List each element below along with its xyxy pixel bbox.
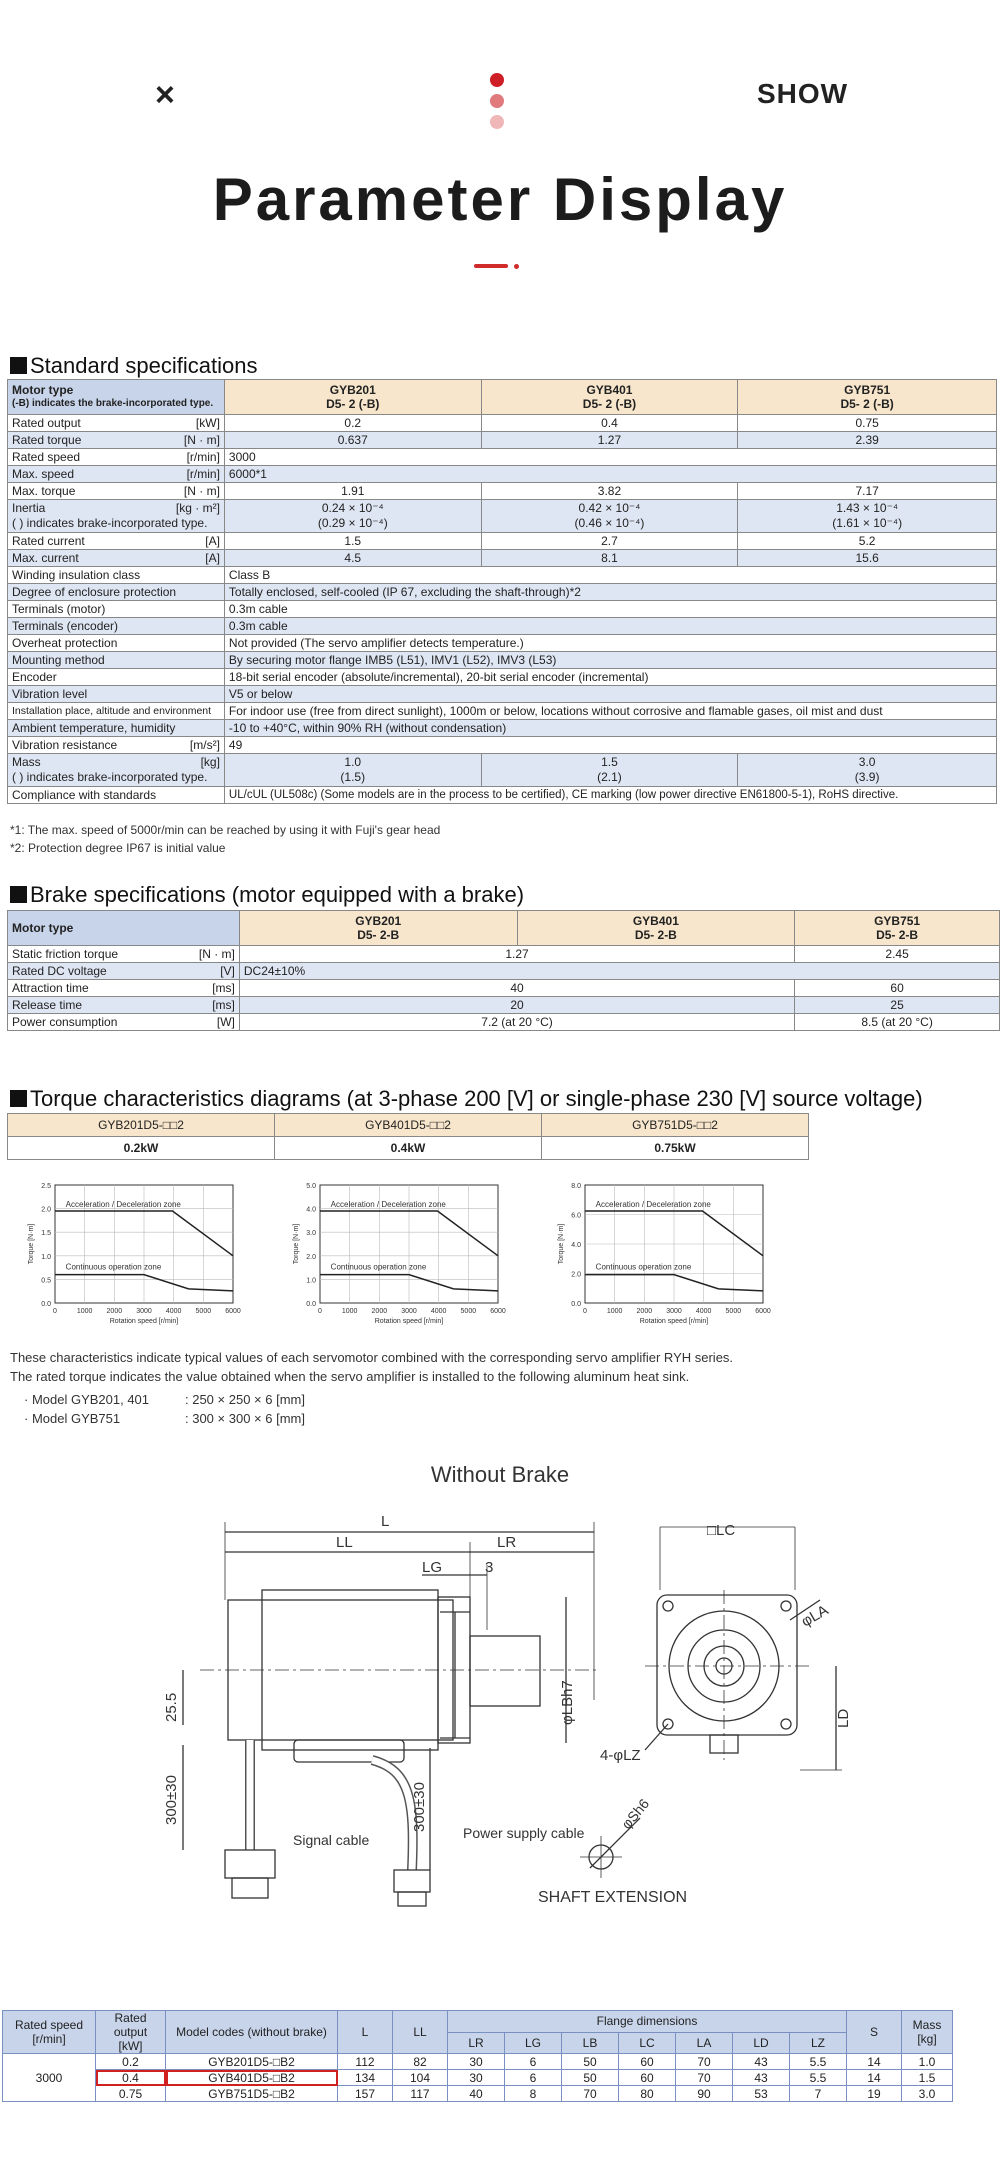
torque-desc-1: These characteristics indicate typical values of each servomotor combined with the corresponding servo amplifier RYH series. <box>10 1350 734 1365</box>
motor-type-header: Motor type <box>8 911 240 946</box>
torque-heading: Torque characteristics diagrams (at 3-phase 200 [V] or single-phase 230 [V] source voltage) <box>10 1086 923 1112</box>
heatsink-model-2: · Model GYB751 <box>24 1411 121 1426</box>
chart-y-tick: 5.0 <box>306 1183 316 1190</box>
chart-y-tick: 2.0 <box>571 1271 581 1279</box>
close-icon[interactable]: × <box>155 76 175 114</box>
dim-LA: φLA <box>798 1601 832 1631</box>
col-rated-output: Rated output [kW] <box>96 2011 166 2054</box>
table-row: Installation place, altitude and environment For indoor use (free from direct sunlight), 1000m or below, locations without corrosive and flamable gases, oil mist and dust <box>8 703 997 720</box>
dim-cable-1: 300±30 <box>163 1775 180 1825</box>
dim-L: L <box>381 1513 390 1530</box>
table-row: Mass [kg] ( ) indicates brake-incorporated type. 1.0 (1.5) 1.5 (2.1) 3.0 (3.9) <box>8 754 997 787</box>
signal-cable-label: Signal cable <box>293 1832 370 1848</box>
chart-y-label: Torque [N·m] <box>28 1223 35 1265</box>
table-row: Max. speed [r/min] 6000*1 <box>8 466 997 483</box>
dim-LZ: 4-φLZ <box>600 1747 641 1764</box>
chart-y-tick: 2.0 <box>41 1206 51 1214</box>
brake-spec-table <box>7 910 1000 1031</box>
table-row: Encoder 18-bit serial encoder (absolute/incremental), 20-bit serial encoder (incremental) <box>8 669 997 686</box>
table-row: Compliance with standards UL/cUL (UL508c) (Some models are in the process to be certified), CE marking (low power directive EN61800-5-1), RoHS directive. <box>8 787 997 804</box>
chart-y-tick: 3.0 <box>306 1230 316 1238</box>
torque-power: 0.75kW <box>542 1137 809 1160</box>
continuous-zone-label: Continuous operation zone <box>65 1262 162 1272</box>
torque-model: GYB401D5-□□2 <box>275 1114 542 1137</box>
chart-y-tick: 4.0 <box>571 1242 581 1249</box>
continuous-zone-label: Continuous operation zone <box>595 1262 692 1272</box>
col-model: Model codes (without brake) <box>166 2011 338 2054</box>
chart-y-tick: 2.5 <box>41 1183 51 1190</box>
chart-x-tick: 2000 <box>371 1308 388 1315</box>
chart-x-tick: 4000 <box>430 1308 447 1315</box>
dim-LB: φLBh7 <box>559 1680 576 1725</box>
chart-y-tick: 6.0 <box>571 1212 581 1220</box>
accel-zone-label: Acceleration / Deceleration zone <box>65 1199 181 1209</box>
chart-x-tick: 1000 <box>341 1308 358 1315</box>
chart-x-tick: 2000 <box>636 1308 653 1315</box>
chart-x-tick: 3000 <box>136 1308 152 1315</box>
chart-y-tick: 4.0 <box>306 1206 316 1214</box>
table-row: Rated speed [r/min] 3000 <box>8 449 997 466</box>
table-row: Terminals (motor) 0.3m cable <box>8 601 997 618</box>
accel-zone-label: Acceleration / Deceleration zone <box>330 1199 446 1209</box>
dim-SH: φSh6 <box>618 1795 653 1832</box>
model-header: GYB201 D5- 2 (-B) <box>224 380 481 415</box>
model-header: GYB751 D5- 2-B <box>795 911 1000 946</box>
chart-x-tick: 0 <box>318 1308 322 1315</box>
table-row: Rated DC voltage [V] DC24±10% <box>8 963 1000 980</box>
footnote-2: *2: Protection degree IP67 is initial value <box>10 841 226 855</box>
chart-x-label: Rotation speed [r/min] <box>639 1318 709 1325</box>
chart-y-tick: 1.0 <box>306 1277 316 1285</box>
motor-type-header: Motor type (-B) indicates the brake-incorporated type. <box>8 380 225 415</box>
table-row: Vibration level V5 or below <box>8 686 997 703</box>
accel-zone-label: Acceleration / Deceleration zone <box>595 1199 711 1209</box>
model-header: GYB751 D5- 2 (-B) <box>738 380 997 415</box>
dim-LG: LG <box>422 1559 443 1576</box>
chart-x-tick: 5000 <box>725 1308 742 1315</box>
chart-x-tick: 3000 <box>401 1308 417 1315</box>
torque-charts <box>0 1175 800 1340</box>
torque-desc-2: The rated torque indicates the value obtained when the servo amplifier is installed to the following aluminum heat sink. <box>10 1369 690 1384</box>
dim-25-5: 25.5 <box>163 1692 180 1722</box>
col-S: S <box>847 2011 902 2054</box>
show-button[interactable]: SHOW <box>757 78 849 109</box>
dim-cable-2: 300±30 <box>411 1782 428 1832</box>
heatsink-model-1: · Model GYB201, 401 <box>24 1392 150 1407</box>
table-row: Static friction torque [N · m] 1.27 2.45 <box>8 946 1000 963</box>
dimensions-table: Rated speed [r/min] Rated output [kW] Model codes (without brake) L LL Flange dimensions S Mass [kg] LR LG LB LC LA LD LZ 3000 0.2 GYB201D5-□B2 112 82 30 6 50 60 70 43 5.5 14 1.0 0.4 GYB401D5-□B2 134 104 30 6 50 60 70 43 5.5 14 1.5 0.75 GYB751D5-□B2 157 117 40 8 70 80 90 53 7 19 3.0 <box>2 2010 953 2102</box>
torque-model: GYB751D5-□□2 <box>542 1114 809 1137</box>
torque-power: 0.2kW <box>8 1137 275 1160</box>
chart-x-tick: 5000 <box>460 1308 477 1315</box>
table-row: Max. torque [N · m] 1.91 3.82 7.17 <box>8 483 997 500</box>
table-row: Vibration resistance [m/s²] 49 <box>8 737 997 754</box>
chart-y-tick: 1.0 <box>41 1253 51 1261</box>
chart-y-label: Torque [N·m] <box>558 1223 565 1265</box>
table-row: Terminals (encoder) 0.3m cable <box>8 618 997 635</box>
torque-power: 0.4kW <box>275 1137 542 1160</box>
chart-y-tick: 0.5 <box>41 1277 51 1285</box>
table-row: 0.75 GYB751D5-□B2 157 117 40 8 70 80 90 53 7 19 3.0 <box>3 2086 953 2102</box>
continuous-zone-label: Continuous operation zone <box>330 1262 427 1272</box>
menu-dots-icon[interactable] <box>489 73 505 136</box>
table-row: Release time [ms] 20 25 <box>8 997 1000 1014</box>
chart-x-label: Rotation speed [r/min] <box>109 1318 179 1325</box>
table-row: Winding insulation class Class B <box>8 567 997 584</box>
chart-x-tick: 6000 <box>490 1308 506 1315</box>
drawing-title: Without Brake <box>430 1462 570 1487</box>
col-mass: Mass [kg] <box>902 2011 953 2054</box>
chart-y-tick: 0.0 <box>41 1301 51 1308</box>
chart-x-tick: 3000 <box>666 1308 682 1315</box>
standard-spec-heading: Standard specifications <box>10 353 257 379</box>
table-row: Ambient temperature, humidity -10 to +40°C, within 90% RH (without condensation) <box>8 720 997 737</box>
footnote-1: *1: The max. speed of 5000r/min can be reached by using it with Fuji's gear head <box>10 823 441 837</box>
page-title: Parameter Display <box>212 166 788 233</box>
heatsink-size-2: : 300 × 300 × 6 [mm] <box>185 1411 305 1426</box>
table-row: Inertia [kg · m²] ( ) indicates brake-incorporated type. 0.24 × 10⁻⁴ (0.29 × 10⁻⁴) 0.42 × 10⁻⁴ (0.46 × 10⁻⁴) 1.43 × 10⁻⁴ (1.61 × 10⁻⁴) <box>8 500 997 533</box>
table-row: Max. current [A] 4.5 8.1 15.6 <box>8 550 997 567</box>
table-row: Overheat protection Not provided (The servo amplifier detects temperature.) <box>8 635 997 652</box>
dim-LD: LD <box>835 1708 852 1728</box>
table-row: Mounting method By securing motor flange IMB5 (L51), IMV1 (L52), IMV3 (L53) <box>8 652 997 669</box>
col-LL: LL <box>393 2011 448 2054</box>
table-row: Rated torque [N · m] 0.637 1.27 2.39 <box>8 432 997 449</box>
chart-x-tick: 0 <box>583 1308 587 1315</box>
chart-y-tick: 8.0 <box>571 1183 581 1190</box>
dim-LL: LL <box>336 1534 353 1551</box>
chart-x-tick: 4000 <box>695 1308 712 1315</box>
table-row: 3000 0.2 GYB201D5-□B2 112 82 30 6 50 60 70 43 5.5 14 1.0 <box>3 2054 953 2070</box>
heatsink-size-1: : 250 × 250 × 6 [mm] <box>185 1392 305 1407</box>
col-flange: Flange dimensions <box>448 2011 847 2033</box>
chart-y-tick: 1.5 <box>41 1230 51 1238</box>
table-row: Rated output [kW] 0.2 0.4 0.75 <box>8 415 997 432</box>
title-underline-dot <box>514 264 519 269</box>
torque-model: GYB201D5-□□2 <box>8 1114 275 1137</box>
table-row: Degree of enclosure protection Totally enclosed, self-cooled (IP 67, excluding the shaft-through)*2 <box>8 584 997 601</box>
standard-spec-table <box>7 379 997 804</box>
chart-x-tick: 4000 <box>165 1308 182 1315</box>
dim-LC: □LC <box>707 1522 736 1539</box>
dim-3: 3 <box>485 1559 494 1576</box>
chart-x-tick: 0 <box>53 1308 57 1315</box>
col-rated-speed: Rated speed [r/min] <box>3 2011 96 2054</box>
chart-y-tick: 2.0 <box>306 1253 316 1261</box>
title-underline <box>474 264 508 268</box>
brake-spec-heading: Brake specifications (motor equipped with a brake) <box>10 882 524 908</box>
shaft-extension-label: SHAFT EXTENSION <box>538 1889 688 1906</box>
chart-x-tick: 1000 <box>606 1308 623 1315</box>
model-header: GYB401 D5- 2 (-B) <box>481 380 738 415</box>
chart-y-tick: 0.0 <box>306 1301 316 1308</box>
chart-x-tick: 5000 <box>195 1308 212 1315</box>
motor-drawing <box>150 1500 870 1920</box>
table-row: Power consumption [W] 7.2 (at 20 °C) 8.5 (at 20 °C) <box>8 1014 1000 1031</box>
dim-LR: LR <box>497 1534 517 1551</box>
chart-y-label: Torque [N·m] <box>293 1223 300 1265</box>
chart-x-tick: 6000 <box>755 1308 771 1315</box>
table-row: Attraction time [ms] 40 60 <box>8 980 1000 997</box>
chart-x-tick: 6000 <box>225 1308 241 1315</box>
model-header: GYB201 D5- 2-B <box>239 911 517 946</box>
torque-model-table <box>7 1113 809 1160</box>
power-cable-label: Power supply cable <box>463 1825 585 1841</box>
table-row: Rated current [A] 1.5 2.7 5.2 <box>8 533 997 550</box>
table-row: 0.4 GYB401D5-□B2 134 104 30 6 50 60 70 43 5.5 14 1.5 <box>3 2070 953 2086</box>
chart-x-label: Rotation speed [r/min] <box>374 1318 444 1325</box>
chart-x-tick: 2000 <box>106 1308 123 1315</box>
col-L: L <box>338 2011 393 2054</box>
chart-x-tick: 1000 <box>76 1308 93 1315</box>
chart-y-tick: 0.0 <box>571 1301 581 1308</box>
model-header: GYB401 D5- 2-B <box>517 911 795 946</box>
